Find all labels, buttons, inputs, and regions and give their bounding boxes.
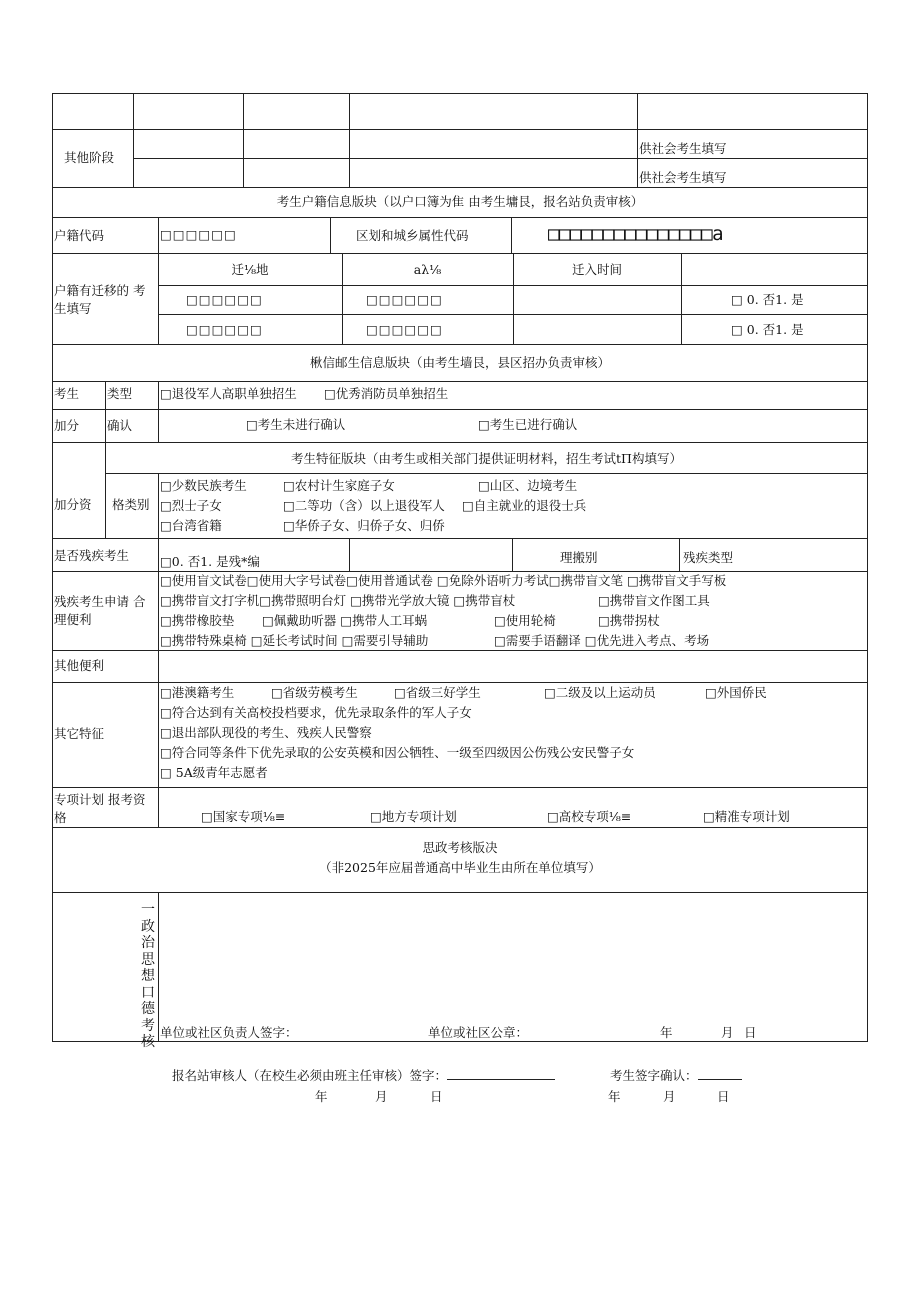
bonus-qualification-label: 加分资 <box>54 497 92 512</box>
political-day-label: 日 <box>744 1025 757 1040</box>
area-code-boxes[interactable]: □□□□□□□□□□□□□□□a <box>548 223 724 245</box>
footer-month-2: 月 <box>663 1089 676 1104</box>
bonus-label: 加分 <box>54 418 80 433</box>
household-code-label: 户籍代码 <box>54 228 105 243</box>
footer-year-2: 年 <box>608 1089 621 1104</box>
social-fill-note-1: 供社会考生填写 <box>639 141 727 156</box>
migrate-from-header: 迁⅛地 <box>231 262 269 277</box>
ethnic-minority-checkbox[interactable]: □少数民族考生 <box>160 478 247 493</box>
accommodation-line-1[interactable]: □使用盲文试卷□使用大字号试卷□使用普通试卷 □免除外语听力考试□携带盲文笔 □携带盲文手写板 <box>160 573 727 588</box>
migrate-row1-yesno-checkbox[interactable]: □ 0. 否1. 是 <box>731 292 804 307</box>
university-special-plan-checkbox[interactable]: □高校专项⅛≡ <box>547 809 632 824</box>
firefighter-recruit-checkbox[interactable]: □优秀消防员单独招生 <box>324 386 449 401</box>
footer-year-1: 年 <box>315 1089 328 1104</box>
overseas-chinese-checkbox[interactable]: □华侨子女、归侨子女、归侨 <box>283 518 445 533</box>
migrate-row2-to[interactable]: □□□□□□ <box>366 322 443 337</box>
crutch-checkbox[interactable]: □携带拐杖 <box>598 613 660 628</box>
political-year-label: 年 <box>660 1025 673 1040</box>
political-side-label: 一政治思想口德考核 <box>141 902 155 1050</box>
household-section-title: 考生户籍信息版块（以户口簿为隹 由考生墉艮，报名站负责审核） <box>276 194 644 209</box>
other-features-label: 其它特征 <box>54 726 105 741</box>
military-children-checkbox[interactable]: □符合达到有关高校投档要求，优先录取条件的军人子女 <box>160 705 472 720</box>
rubber-pad-checkbox[interactable]: □携带橡胶垫 <box>160 613 235 628</box>
rural-family-checkbox[interactable]: □农村计生家庭子女 <box>283 478 395 493</box>
area-code-label: 区划和城乡属性代码 <box>356 228 469 243</box>
disability-grade-label: 理搬别 <box>560 550 598 565</box>
confirm-label: 确认 <box>107 418 133 433</box>
political-section-title: 思政考核版决 <box>422 840 498 855</box>
accommodation-line-4a[interactable]: □携带特殊桌椅 □延长考试时间 □需要引导辅助 <box>160 633 429 648</box>
household-code-boxes[interactable]: □□□□□□ <box>160 227 237 242</box>
feature-section-title: 考生特征版块（由考生或相关部门提供证明材料，招生考试tΠ构填写） <box>291 451 682 466</box>
self-employed-veteran-checkbox[interactable]: □自主就业的退役士兵 <box>462 498 587 513</box>
accommodation-line-4b[interactable]: □需要手语翻译 □优先进入考点、考场 <box>494 633 710 648</box>
braille-drawing-tools-checkbox[interactable]: □携带盲文作图工具 <box>598 593 710 608</box>
other-convenience-input[interactable] <box>160 652 866 680</box>
type-label: 类型 <box>107 386 133 401</box>
mountain-border-checkbox[interactable]: □山区、边境考生 <box>478 478 578 493</box>
recruit-section-title: 楸信邮生信息版块（由考生墙艮，县区招办负责审核） <box>309 355 610 370</box>
disability-type-label: 残疾类型 <box>683 550 734 565</box>
migrate-to-header: aλ⅛ <box>413 262 442 277</box>
unit-seal-label: 单位或社区公章： <box>428 1025 529 1040</box>
foreign-national-checkbox[interactable]: □外国侨民 <box>705 685 767 700</box>
veteran-recruit-checkbox[interactable]: □退役军人高职单独招生 <box>160 386 297 401</box>
migration-label: 户籍有迁移的 考生填写 <box>54 283 146 316</box>
footer-month-1: 月 <box>375 1089 388 1104</box>
footer-day-2: 日 <box>717 1089 730 1104</box>
footer-day-1: 日 <box>430 1089 443 1104</box>
precision-special-plan-checkbox[interactable]: □精准专项计划 <box>703 809 790 824</box>
volunteer-checkbox[interactable]: □ 5A级青年志愿者 <box>160 765 268 780</box>
wheelchair-checkbox[interactable]: □使用轮椅 <box>494 613 556 628</box>
special-plan-label: 专项计划 报考资格 <box>54 792 146 825</box>
migrate-row1-to[interactable]: □□□□□□ <box>366 292 443 307</box>
political-month-label: 月 <box>721 1025 734 1040</box>
candidate-signature <box>610 1066 742 1084</box>
migrate-row2-yesno-checkbox[interactable]: □ 0. 否1. 是 <box>731 322 804 337</box>
national-special-plan-checkbox[interactable]: □国家专项⅛≡ <box>201 809 286 824</box>
provincial-model-worker-checkbox[interactable]: □省级劳模考生 <box>271 685 358 700</box>
athlete-checkbox[interactable]: □二级及以上运动员 <box>544 685 656 700</box>
disability-label: 是否残疾考生 <box>54 548 130 563</box>
reviewer-signature-line[interactable] <box>447 1067 555 1080</box>
provincial-merit-student-checkbox[interactable]: □省级三好学生 <box>394 685 481 700</box>
accommodation-line-2a[interactable]: □携带盲文打字机□携带照明台灯 □携带光学放大镜 □携带盲杖 <box>160 593 516 608</box>
not-confirmed-checkbox[interactable]: □考生未进行确认 <box>246 417 346 432</box>
confirmed-checkbox[interactable]: □考生已进行确认 <box>478 417 578 432</box>
martyr-children-checkbox[interactable]: □烈士子女 <box>160 498 222 513</box>
category-label: 格类别 <box>112 497 150 512</box>
migrate-row1-from[interactable]: □□□□□□ <box>186 292 263 307</box>
accommodation-label: 残疾考生申请 合理便利 <box>54 594 146 627</box>
taiwan-native-checkbox[interactable]: □台湾省籍 <box>160 518 222 533</box>
political-assessment-area[interactable] <box>160 894 866 1020</box>
social-fill-note-2: 供社会考生填写 <box>639 170 727 185</box>
political-section-subtitle: （非2025年应届普通高中毕业生由所在单位填写） <box>319 860 601 875</box>
reviewer-signature <box>172 1066 555 1084</box>
migrate-time-header: 迁入时间 <box>571 262 622 277</box>
other-convenience-label: 其他便利 <box>54 658 105 673</box>
migrate-row2-from[interactable]: □□□□□□ <box>186 322 263 337</box>
candidate-label: 考生 <box>54 386 80 401</box>
reviewer-signature-label: 报名站审核人（在校生必须由班主任审核）签字： <box>172 1068 448 1083</box>
unit-leader-signature-label: 单位或社区负责人签字： <box>160 1025 298 1040</box>
retired-soldier-checkbox[interactable]: □退出部队现役的考生、残疾人民警察 <box>160 725 372 740</box>
police-hero-children-checkbox[interactable]: □符合同等条件下优先录取的公安英模和因公牺牲、一级至四级因公伤残公安民警子女 <box>160 745 635 760</box>
hk-macau-checkbox[interactable]: □港澳籍考生 <box>160 685 235 700</box>
candidate-signature-label: 考生签字确认： <box>610 1068 698 1083</box>
merit-veteran-checkbox[interactable]: □二等功（含）以上退役军人 <box>283 498 445 513</box>
local-special-plan-checkbox[interactable]: □地方专项计划 <box>370 809 457 824</box>
candidate-signature-line[interactable] <box>698 1067 742 1080</box>
other-stage-label: 其他阶段 <box>64 150 115 165</box>
disability-yesno-checkbox[interactable]: □0. 否1. 是残*编 <box>160 554 260 569</box>
hearing-aid-checkbox[interactable]: □佩戴助听器 □携带人工耳蜗 <box>262 613 428 628</box>
